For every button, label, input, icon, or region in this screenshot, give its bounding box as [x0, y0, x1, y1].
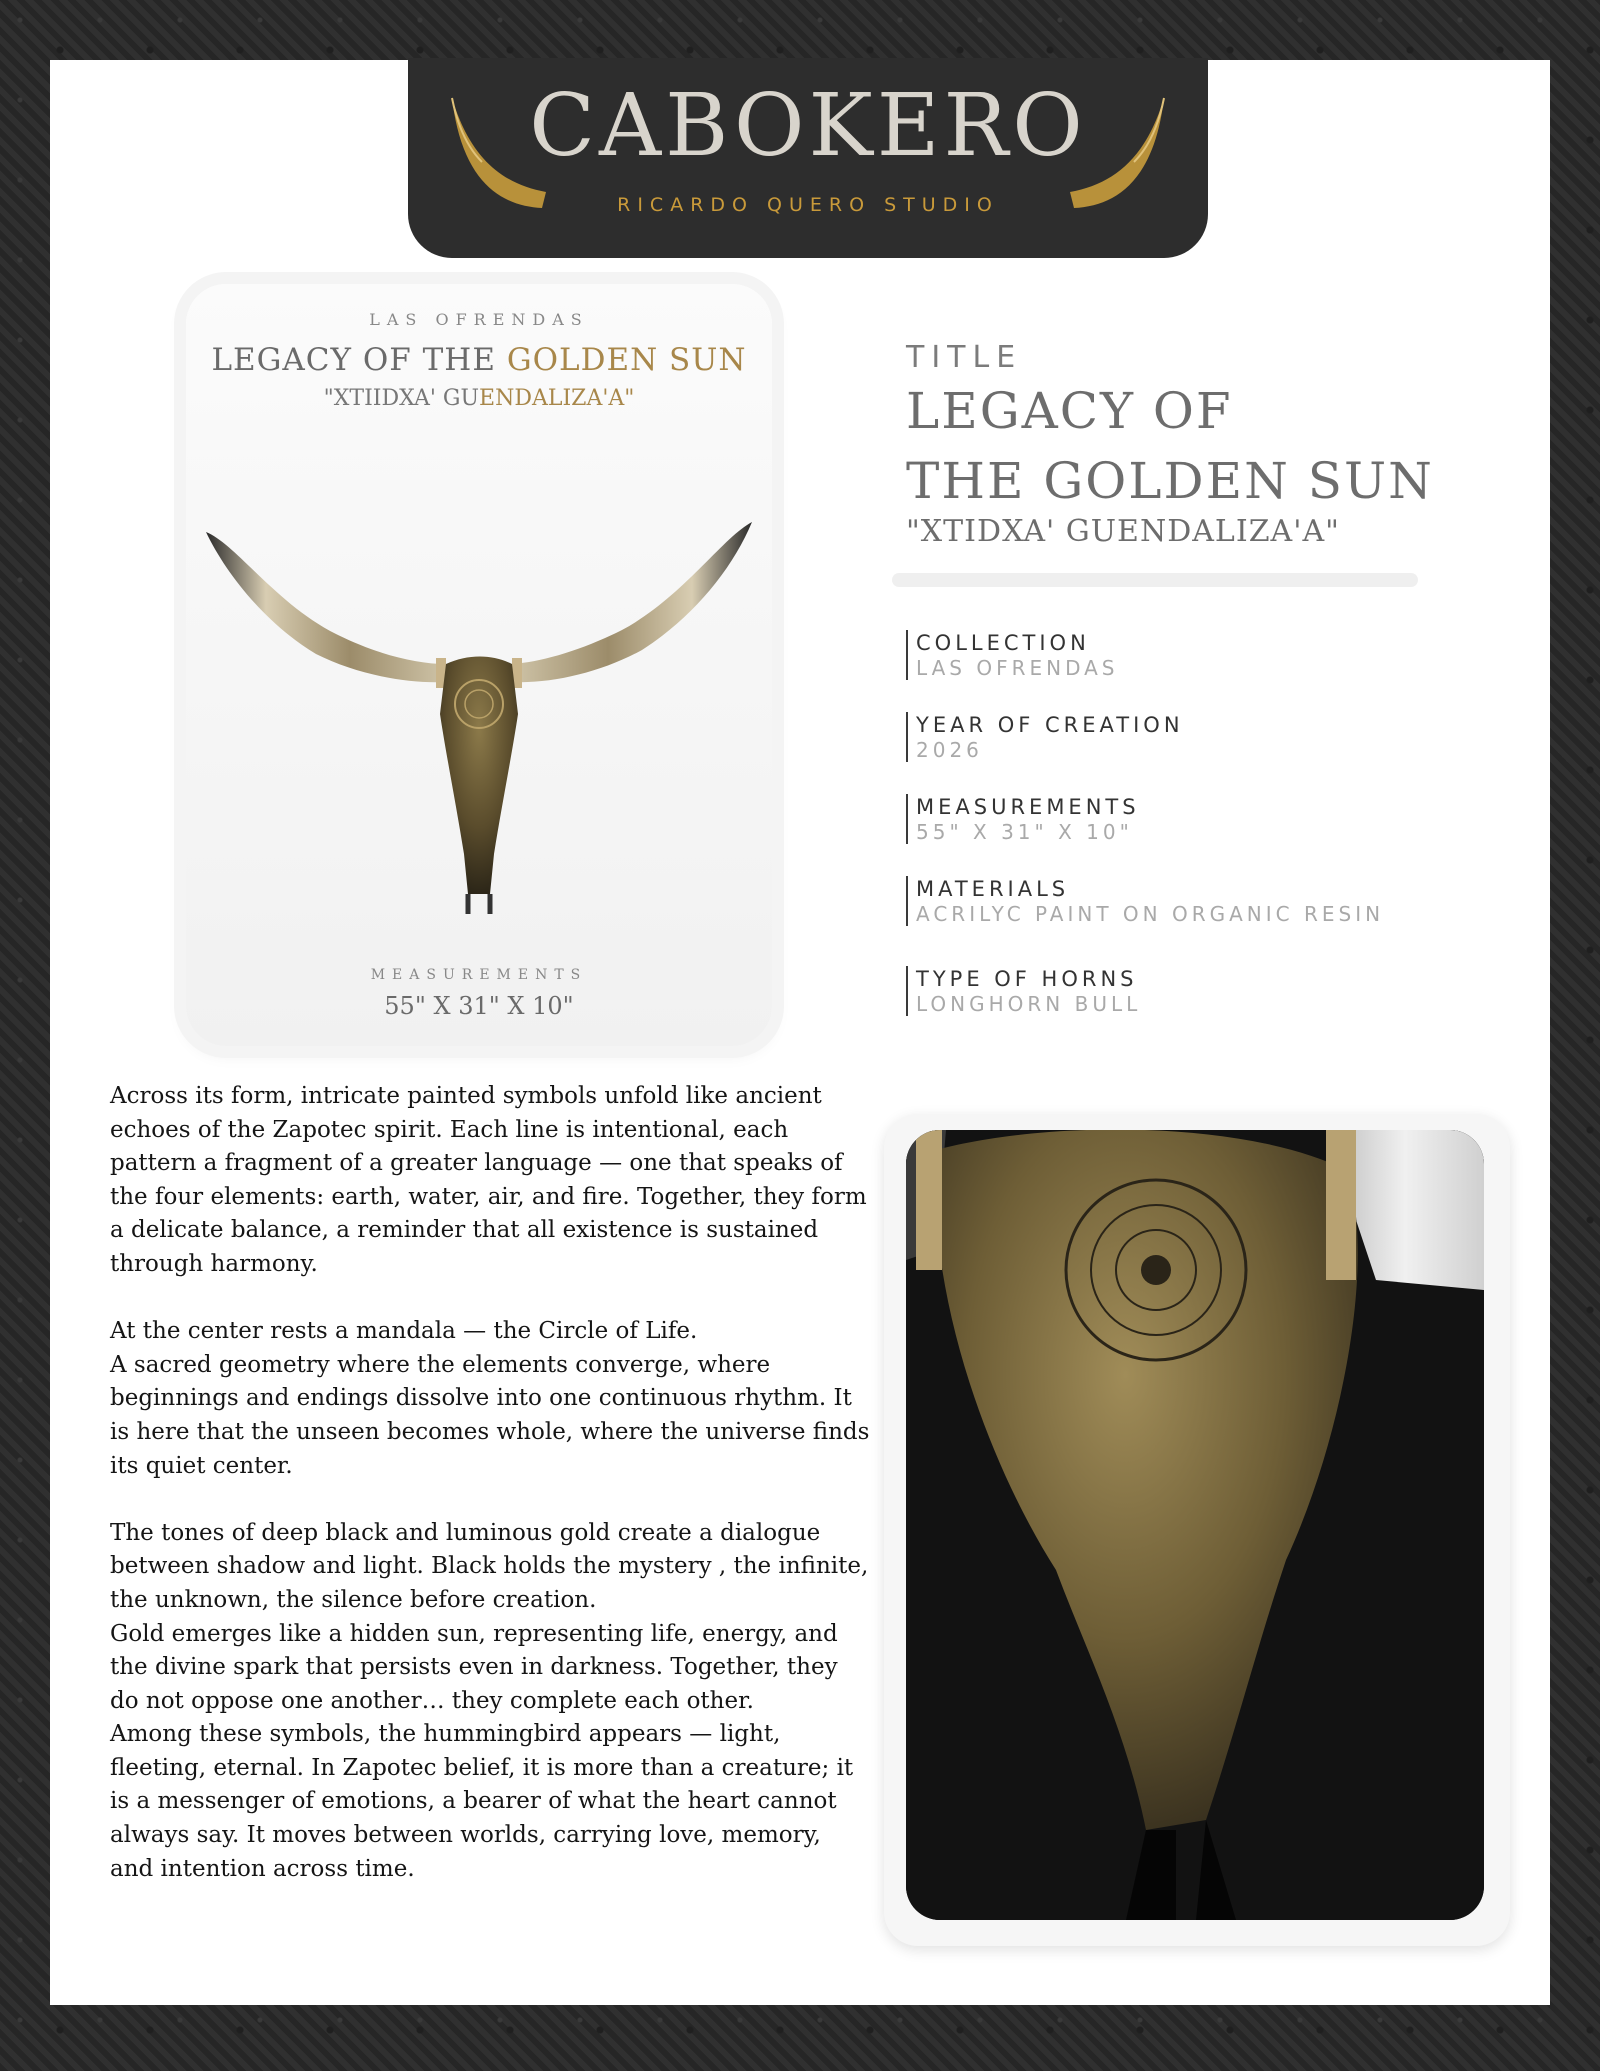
- artwork-subtitle: "XTIDXA' GUENDALIZA'A": [906, 514, 1340, 549]
- spec-value: LAS OFRENDAS: [916, 656, 1119, 680]
- card-title-part1: LEGACY OF THE: [211, 342, 507, 378]
- description-paragraph: A sacred geometry where the elements converge, where beginnings and endings dissolve into one continuous rhythm. It is here that the unseen becomes whole, where the universe finds its quiet center.: [110, 1351, 870, 1479]
- artwork-description: [110, 1080, 870, 1886]
- card-subtitle-part2: ENDALIZA'A": [479, 386, 635, 411]
- title-divider: [892, 573, 1418, 587]
- card-title-part2: GOLDEN SUN: [506, 342, 747, 378]
- spec-key: TYPE OF HORNS: [916, 967, 1138, 991]
- spec-horns: [906, 966, 1141, 1016]
- artwork-title-line2: THE GOLDEN SUN: [906, 452, 1434, 510]
- artwork-title: [906, 376, 1466, 516]
- spec-value: 55" X 31" X 10": [916, 820, 1133, 844]
- spec-materials: [906, 876, 1384, 926]
- spec-year: [906, 712, 1184, 762]
- description-paragraph: At the center rests a mandala — the Circle of Life.: [110, 1318, 698, 1345]
- card-subtitle: [186, 386, 772, 411]
- brand-subtitle: RICARDO QUERO STUDIO: [617, 194, 999, 216]
- spec-key: YEAR OF CREATION: [916, 713, 1184, 737]
- spec-value: LONGHORN BULL: [916, 992, 1142, 1016]
- spec-collection: [906, 630, 1119, 680]
- skull-artwork-image: [206, 514, 752, 934]
- spec-key: COLLECTION: [916, 631, 1090, 655]
- right-horn-icon: [1064, 88, 1174, 218]
- card-subtitle-part1: "XTIIDXA' GU: [323, 386, 480, 411]
- skull-closeup-photo: [906, 1130, 1484, 1920]
- artwork-title-line1: LEGACY OF: [906, 382, 1233, 440]
- spec-key: MEASUREMENTS: [916, 795, 1140, 819]
- spec-value: ACRILYC PAINT ON ORGANIC RESIN: [916, 902, 1385, 926]
- description-paragraph: Across its form, intricate painted symbols unfold like ancient echoes of the Zapotec spirit. Each line is intentional, each pattern a fragment of a greater language — one that speaks of the four elements: earth, water, air, and fire. Together, they form a delicate balance, a reminder that all existence is sustained through harmony.: [110, 1083, 867, 1277]
- card-collection: LAS OFRENDAS: [369, 310, 589, 329]
- title-label: TITLE: [906, 340, 1023, 375]
- artwork-card: [186, 284, 772, 1046]
- closeup-photo-frame: [884, 1114, 1510, 1946]
- spec-measurements: [906, 794, 1140, 844]
- brand-header: [408, 58, 1208, 258]
- card-measurements-value: 55" X 31" X 10": [384, 992, 574, 1020]
- description-paragraph: The tones of deep black and luminous gold create a dialogue between shadow and light. Black holds the mystery , the infinite, the unknown, the silence before creation.: [110, 1519, 869, 1613]
- card-measurements-label: MEASUREMENTS: [370, 967, 588, 983]
- spec-key: MATERIALS: [916, 877, 1070, 901]
- description-paragraph: Gold emerges like a hidden sun, representing life, energy, and the divine spark that persists even in darkness. Together, they do not oppose one another… they complete each other.: [110, 1620, 838, 1714]
- brand-name: CABOKERO: [529, 76, 1087, 176]
- description-paragraph: Among these symbols, the hummingbird appears — light, fleeting, eternal. In Zapotec belief, it is more than a creature; it is a messenger of emotions, a bearer of what the heart cannot always say. It moves between worlds, carrying love, memory, and intention across time.: [110, 1721, 854, 1882]
- spec-value: 2026: [916, 738, 983, 762]
- skull-closeup-image: [906, 1130, 1484, 1920]
- card-title: [186, 342, 772, 378]
